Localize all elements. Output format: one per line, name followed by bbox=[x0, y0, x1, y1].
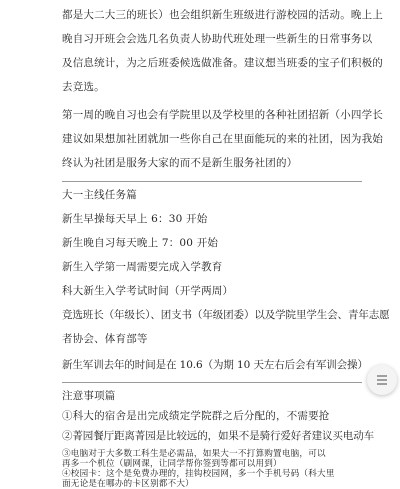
section2-item-4-line-2: 面无论是在哪办的卡区别都不大） bbox=[62, 479, 194, 489]
section1-item-3: 新生入学第一周需要完成入学教育 bbox=[62, 261, 223, 273]
para1-line-2: 晚自习开班会会选几名负责人协助代班处理一些新生的日常事务以 bbox=[62, 33, 373, 45]
section1-item-6: 新生军训去年的时间是在 10.6（为期 10 天左右后会有军训会操） bbox=[62, 359, 368, 371]
section1-item-2: 新生晚自习每天晚上 7：00 开始 bbox=[62, 237, 219, 249]
section2-item-4-line-1: ④校园卡：这个是免费办理的，挂钩校园网，多一个手机号码（科大里 bbox=[62, 469, 335, 479]
section1-item-4: 科大新生入学考试时间（开学两周） bbox=[62, 285, 234, 297]
section2-item-3-line-1: ③电脑对于大多数工科生是必需品，如果大一不打算购置电脑，可以 bbox=[62, 449, 326, 459]
section2-title: 注意事项篇 bbox=[62, 390, 116, 402]
section1-title: 大一主线任务篇 bbox=[62, 189, 137, 201]
para1-line-4: 去竞选。 bbox=[62, 81, 105, 93]
menu-lines-icon bbox=[375, 373, 389, 387]
section1-item-5-line-2: 者协会、体育部等 bbox=[62, 333, 148, 345]
section2-item-3-line-2: 再多一个机位（刷网课，让同学帮你签到等都可以用到） bbox=[62, 459, 282, 469]
para2-line-1: 第一周的晚自习也会有学院里以及学校里的各种社团招新（小四学长 bbox=[62, 109, 383, 121]
section2-item-1: ①科大的宿舍是出完成绩定学院群之后分配的，不需要抢 bbox=[62, 410, 330, 422]
para1-line-1: 都是大二大三的班长）也会组织新生班级进行游校园的活动。晚上上 bbox=[62, 9, 383, 21]
section2-item-2: ②菁园餐厅距离菁园是比较远的，如果不是骑行爱好者建议买电动车 bbox=[62, 430, 374, 442]
section-divider bbox=[62, 181, 362, 182]
section1-item-5-line-1: 竞选班长（年级长）、团支书（年级团委）以及学院里学生会、青年志愿 bbox=[62, 309, 390, 321]
para1-line-3: 及信息统计，为之后班委候选做准备。建议想当班委的宝子们积极的 bbox=[62, 57, 383, 69]
para2-line-3: 终认为社团是服务大家的而不是新生服务社团的） bbox=[62, 157, 298, 169]
section1-item-1: 新生早操每天早上 6：30 开始 bbox=[62, 213, 208, 225]
para2-line-2: 建议如果想加社团就加一些你自己在里面能玩的来的社团，因为我始 bbox=[62, 133, 383, 145]
section-divider bbox=[62, 382, 362, 383]
scroll-handle[interactable] bbox=[367, 365, 397, 395]
